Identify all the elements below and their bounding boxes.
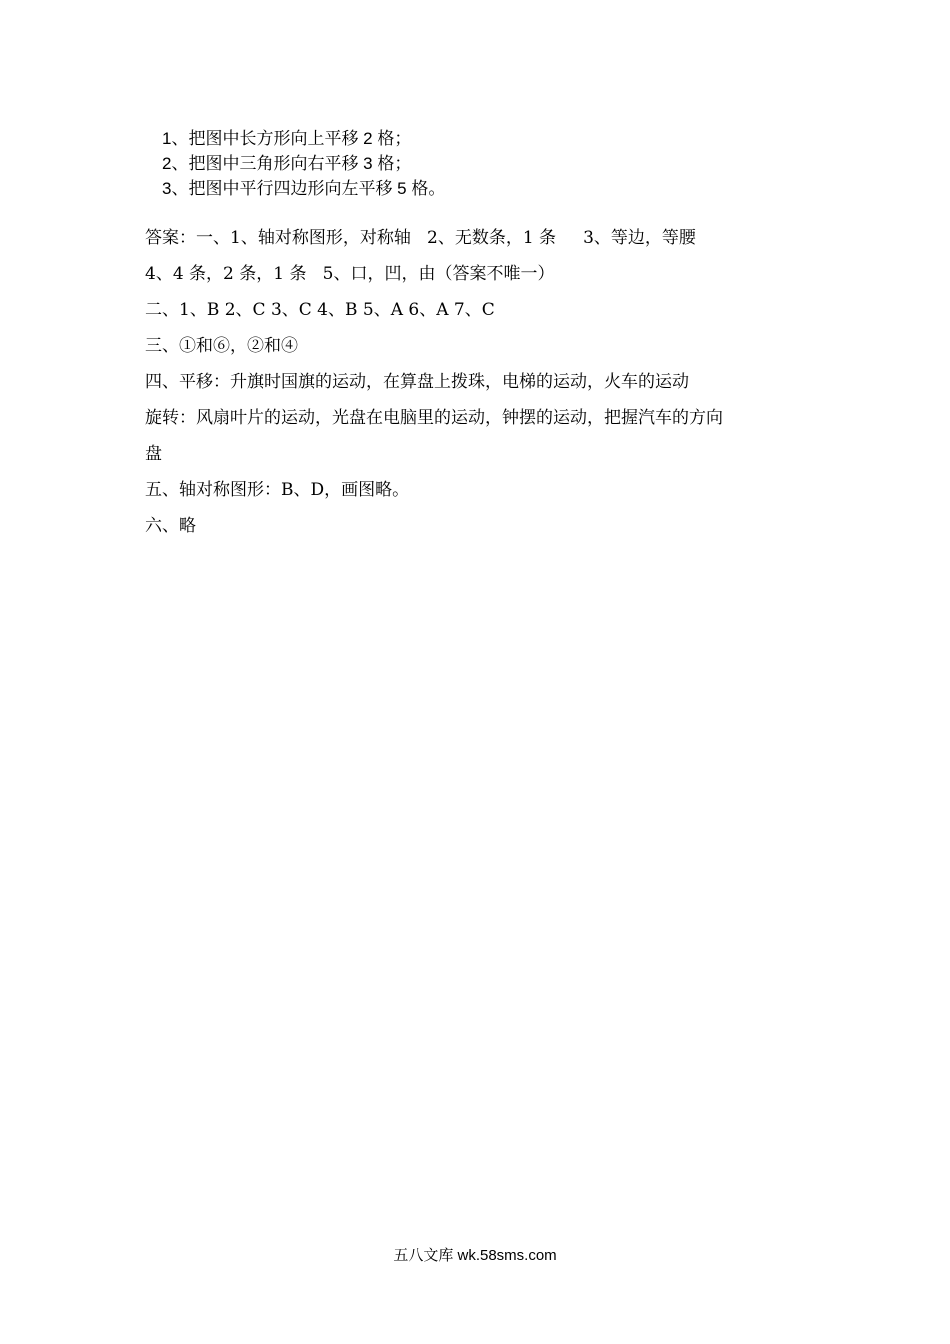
task-item: 1、把图中长方形向上平移 2 格； (162, 129, 412, 148)
answer-line: 盘 (145, 444, 162, 464)
answer-line: 三、①和⑥，②和④ (145, 336, 298, 356)
task-list (162, 126, 445, 201)
answer-line: 旋转：风扇叶片的运动，光盘在电脑里的运动，钟摆的运动，把握汽车的方向 (145, 408, 723, 428)
answer-line: 四、平移：升旗时国旗的运动，在算盘上拨珠，电梯的运动，火车的运动 (145, 372, 689, 392)
answer-line: 4、4 条，2 条，1 条 5、口，凹，由（答案不唯一） (145, 264, 555, 284)
answer-line: 五、轴对称图形：B、D，画图略。 (145, 480, 410, 500)
page-footer: 五八文库 wk.58sms.com (393, 1247, 557, 1264)
answer-line: 答案：一、1、轴对称图形，对称轴 2、无数条，1 条 3、等边，等腰 (145, 228, 696, 248)
task-item: 3、把图中平行四边形向左平移 5 格。 (162, 179, 446, 198)
answer-line: 二、1、B 2、C 3、C 4、B 5、A 6、A 7、C (145, 300, 495, 320)
task-item: 2、把图中三角形向右平移 3 格； (162, 154, 412, 173)
answer-section (145, 224, 845, 548)
answer-line: 六、略 (145, 516, 196, 536)
